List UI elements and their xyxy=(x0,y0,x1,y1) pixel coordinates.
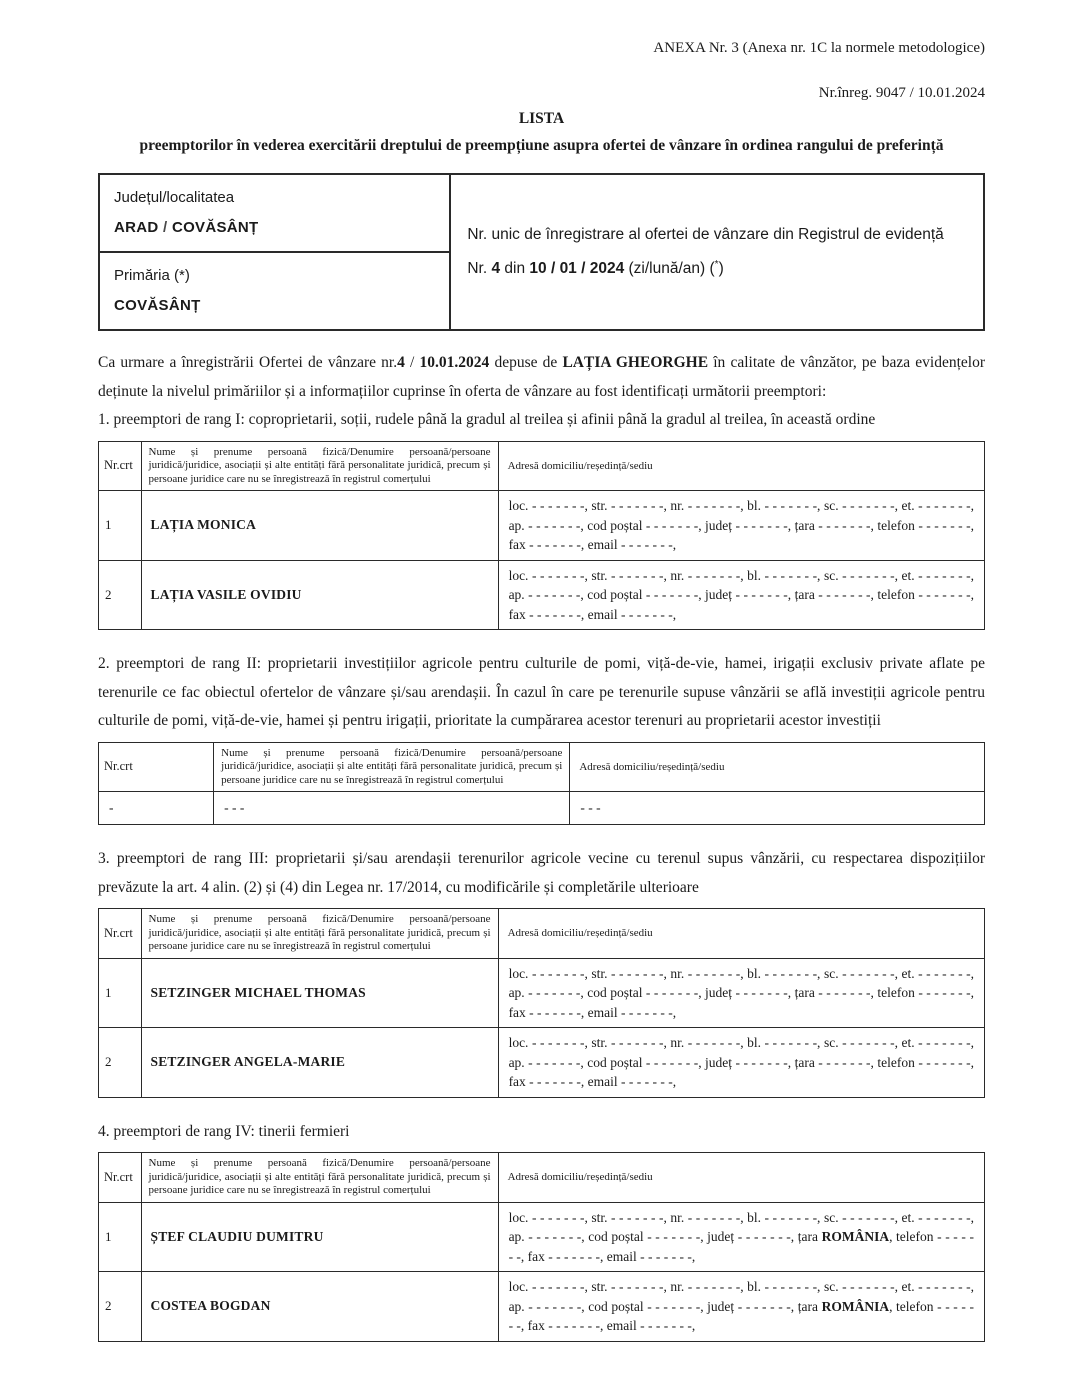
person-name: ȘTEF CLAUDIU DUMITRU xyxy=(141,1202,498,1272)
address-before-country: loc. - - - - - - -, str. - - - - - - -, nr. - - - - - - -, bl. - - - - - - -, sc. - - - - - - -, et. - - - - - - -, ap. - - - - - - -, cod poștal - - - - - - -, județ - - - - - - -, țara xyxy=(508,1209,974,1244)
col-address-header: Adresă domiciliu/reședință/sediu xyxy=(498,909,984,959)
rank4-table xyxy=(98,1152,985,1342)
section-1-heading: 1. preemptori de rang I: coproprietarii, soții, rudele până la gradul al treilea și afinii până la gradul al treilea, în această ordine xyxy=(98,411,876,428)
rank2-table xyxy=(98,742,985,826)
seller-name: LAȚIA GHEORGHE xyxy=(562,354,709,371)
footnote-star: * xyxy=(714,258,719,270)
intro-slash: / xyxy=(404,354,420,371)
person-name: COSTEA BOGDAN xyxy=(141,1272,498,1342)
row-number: 2 xyxy=(99,1028,142,1098)
row-number: 2 xyxy=(99,560,142,630)
section-3-heading: 3. preemptori de rang III: proprietarii și/sau arendașii terenurilor agricole vecine cu terenul supus vânzării, cu respectarea dispozițiilor prevăzute la art. 4 alin. (2) și (4) din Legea nr. 17/2014, cu modificările și completările ulterioare xyxy=(98,850,985,896)
col-nr-header: Nr.crt xyxy=(99,1153,142,1203)
person-name: - - - xyxy=(214,792,570,825)
table-row xyxy=(99,1028,985,1098)
col-nr-header: Nr.crt xyxy=(99,742,214,792)
country-name: ROMÂNIA xyxy=(821,1229,890,1244)
intro-text-3: în calitate de vânzător, pe baza evidențelor deținute la nivelul primăriilor și a informațiilor cuprinse în oferta de vânzare au fost identificați următorii preemptori: xyxy=(98,354,986,400)
offer-prefix: Nr. xyxy=(467,260,492,277)
col-name-header: Nume și prenume persoană fizică/Denumire persoană/persoane juridică/juridice, asociații și alte entități fără personalitate juridică, precum și persoane juridice care nu se înregistrează în registrul comerțului xyxy=(214,742,570,792)
registry-cell xyxy=(450,174,984,330)
person-name: SETZINGER MICHAEL THOMAS xyxy=(141,958,498,1028)
rank1-header-row xyxy=(99,441,985,491)
row-number: 1 xyxy=(99,491,142,561)
row-number: 1 xyxy=(99,958,142,1028)
registration-number-line: Nr.înreg. 9047 / 10.01.2024 xyxy=(818,85,985,101)
locality-value: COVĂSÂNȚ xyxy=(171,219,259,236)
intro-paragraph xyxy=(98,349,985,406)
person-address xyxy=(498,1202,984,1272)
col-name-header: Nume și prenume persoană fizică/Denumire persoană/persoane juridică/juridice, asociații și alte entități fără personalitate juridică, precum și persoane juridice care nu se înregistrează în registrul comerțului xyxy=(141,441,498,491)
col-name-header: Nume și prenume persoană fizică/Denumire persoană/persoane juridică/juridice, asociații și alte entități fără personalitate juridică, precum și persoane juridice care nu se înregistrează în registrul comerțului xyxy=(141,1153,498,1203)
row-number: 2 xyxy=(99,1272,142,1342)
col-address-header: Adresă domiciliu/reședință/sediu xyxy=(498,441,984,491)
county-locality-value xyxy=(114,213,435,243)
rank3-header-row xyxy=(99,909,985,959)
col-address-header: Adresă domiciliu/reședință/sediu xyxy=(498,1153,984,1203)
table-row xyxy=(99,1202,985,1272)
row-number: - xyxy=(99,792,214,825)
address-after-country: , telefon - - - - - - -, fax - - - - - - -, email - - - - - - -, xyxy=(508,1298,974,1333)
rank2-header-row xyxy=(99,742,985,792)
offer-din: din xyxy=(500,260,530,277)
address-after-country: , telefon - - - - - - -, fax - - - - - - -, email - - - - - - -, xyxy=(508,1229,974,1264)
offer-number-line xyxy=(467,252,967,286)
table-row xyxy=(99,1272,985,1342)
person-name: LAȚIA MONICA xyxy=(141,491,498,561)
table-row xyxy=(99,491,985,561)
address-before-country: loc. - - - - - - -, str. - - - - - - -, nr. - - - - - - -, bl. - - - - - - -, sc. - - - - - - -, et. - - - - - - -, ap. - - - - - - -, cod poștal - - - - - - -, județ - - - - - - -, țara xyxy=(508,1279,974,1314)
table-row xyxy=(99,958,985,1028)
cityhall-value: COVĂSÂNȚ xyxy=(114,297,201,314)
document-title: LISTA xyxy=(518,110,565,127)
intro-text-1: Ca urmare a înregistrării Ofertei de vânzare nr. xyxy=(98,354,398,371)
table-row xyxy=(99,560,985,630)
intro-offer-number: 4 xyxy=(397,354,405,371)
intro-text-2: depuse de xyxy=(489,354,563,371)
country-name: ROMÂNIA xyxy=(821,1298,890,1314)
info-table xyxy=(98,173,985,331)
person-address: loc. - - - - - - -, str. - - - - - - -, nr. - - - - - - -, bl. - - - - - - -, sc. - - - - - - -, et. - - - - - - -, ap. - - - - - - -, cod poștal - - - - - - -, județ - - - - - - -, țara - - - - - - -, telefon - - - - - - -, fax - - - - - - -, email - - - - - - -, xyxy=(498,560,984,630)
person-name: SETZINGER ANGELA-MARIE xyxy=(141,1028,498,1098)
person-address: loc. - - - - - - -, str. - - - - - - -, nr. - - - - - - -, bl. - - - - - - -, sc. - - - - - - -, et. - - - - - - -, ap. - - - - - - -, cod poștal - - - - - - -, județ - - - - - - -, țara - - - - - - -, telefon - - - - - - -, fax - - - - - - -, email - - - - - - -, xyxy=(498,1028,984,1098)
col-nr-header: Nr.crt xyxy=(99,909,142,959)
col-name-header: Nume și prenume persoană fizică/Denumire persoană/persoane juridică/juridice, asociații și alte entități fără personalitate juridică, precum și persoane juridice care nu se înregistrează în registrul comerțului xyxy=(141,909,498,959)
person-address: loc. - - - - - - -, str. - - - - - - -, nr. - - - - - - -, bl. - - - - - - -, sc. - - - - - - -, et. - - - - - - -, ap. - - - - - - -, cod poștal - - - - - - -, județ - - - - - - -, țara - - - - - - -, telefon - - - - - - -, fax - - - - - - -, email - - - - - - -, xyxy=(498,958,984,1028)
document-subtitle: preemptorilor în vederea exercitării dreptului de preempțiune asupra ofertei de vânzare în ordinea rangului de preferință xyxy=(139,137,944,154)
county-label: Județul/localitatea xyxy=(114,189,235,206)
person-name: LAȚIA VASILE OVIDIU xyxy=(141,560,498,630)
table-row xyxy=(99,792,985,825)
person-address xyxy=(498,1272,984,1342)
county-cell xyxy=(99,174,450,252)
cityhall-label: Primăria (*) xyxy=(114,267,190,284)
offer-date: 10 / 01 / 2024 xyxy=(529,260,625,277)
person-address: - - - xyxy=(570,792,985,825)
rank4-header-row xyxy=(99,1153,985,1203)
person-address: loc. - - - - - - -, str. - - - - - - -, nr. - - - - - - -, bl. - - - - - - -, sc. - - - - - - -, et. - - - - - - -, ap. - - - - - - -, cod poștal - - - - - - -, județ - - - - - - -, țara - - - - - - -, telefon - - - - - - -, fax - - - - - - -, email - - - - - - -, xyxy=(498,491,984,561)
intro-offer-date: 10.01.2024 xyxy=(419,354,490,371)
section-2-heading: 2. preemptori de rang II: proprietarii investițiilor agricole pentru culturile de pomi, viță-de-vie, hamei, irigații exclusiv private aflate pe terenurile ce fac obiectul ofertelor de vânzare și/sau arendașii. În cazul în care pe terenurile supuse vânzării se află investiții agricole pentru culturile de pomi, viță-de-vie, hamei și pentru irigații, prioritate la cumpărarea acestor terenuri au proprietarii acestor investiții xyxy=(98,655,985,729)
col-address-header: Adresă domiciliu/reședință/sediu xyxy=(570,742,985,792)
row-number: 1 xyxy=(99,1202,142,1272)
col-nr-header: Nr.crt xyxy=(99,441,142,491)
offer-number: 4 xyxy=(491,260,501,277)
anexa-reference: ANEXA Nr. 3 (Anexa nr. 1C la normele metodologice) xyxy=(653,40,985,56)
rank1-table xyxy=(98,441,985,631)
offer-suffix: (zi/lună/an) ( xyxy=(624,260,715,277)
section-4-heading: 4. preemptori de rang IV: tinerii fermieri xyxy=(98,1122,350,1140)
offer-close-paren: ) xyxy=(718,260,724,277)
registry-label: Nr. unic de înregistrare al ofertei de vânzare din Registrul de evidență xyxy=(467,226,944,243)
county-separator: / xyxy=(158,219,172,236)
cityhall-cell xyxy=(99,252,450,330)
county-value: ARAD xyxy=(114,219,159,236)
rank3-table xyxy=(98,908,985,1098)
